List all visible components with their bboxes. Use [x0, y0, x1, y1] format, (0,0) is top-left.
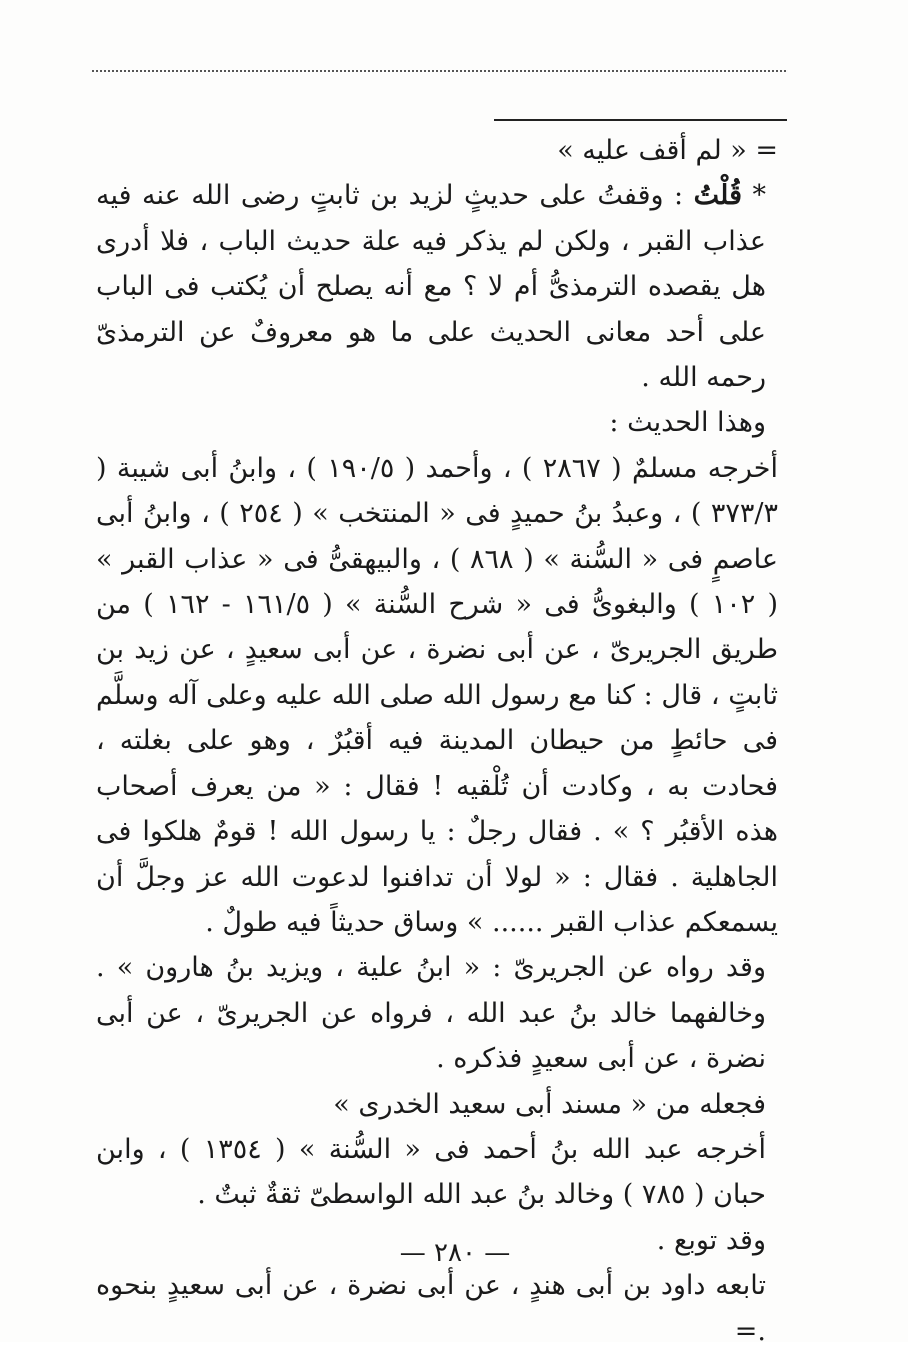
asterisk-marker: *: [741, 180, 766, 212]
qultu-word: قُلْتُ: [693, 180, 742, 212]
fajaalahu-paragraph: فجعله من « مسند أبى سعيد الخدرى »: [333, 1088, 766, 1120]
top-dotted-rule: [92, 70, 786, 72]
footnote-separator-rule: [494, 119, 787, 121]
page-body-text: [96, 128, 792, 1354]
tabaahu-paragraph: تابعه داود بن أبى هندٍ ، عن أبى نضرة ، عن أبى سعيدٍ بنحوه .=: [96, 1270, 766, 1347]
footnote-continuation: = « لم أقف عليه »: [557, 135, 778, 166]
hadith-heading: وهذا الحديث :: [609, 407, 766, 439]
qultu-paragraph: [96, 173, 792, 400]
abdullah-paragraph: أخرجه عبد الله بنُ أحمد فى « السُّنة » ( ١٣٥٤ ) ، وابن حبان ( ٧٨٥ ) وخالد بنُ عبد الله الواسطىّ ثقةٌ ثبتٌ .: [96, 1133, 766, 1211]
page-number: — ٢٨٠ —: [399, 1238, 511, 1268]
qultu-text: : وقفتُ على حديثٍ لزيد بن ثابتٍ رضى الله عنه فيه عذاب القبر ، ولكن لم يذكر فيه علة حديث الباب ، فلا أدرى هل يقصده الترمذىُّ أم لا ؟ مع أنه يصلح أن يُكتب فى الباب على أحد معانى الحديث على ما هو معروفٌ عن الترمذىّ رحمه الله .: [96, 180, 766, 394]
takhrij-paragraph: أخرجه مسلمٌ ( ٢٨٦٧ ) ، وأحمد ( ١٩٠/٥ ) ، وابنُ أبى شيبة ( ٣٧٣/٣ ) ، وعبدُ بنُ حميدٍ فى « المنتخب » ( ٢٥٤ ) ، وابنُ أبى عاصمٍ فى « السُّنة » ( ٨٦٨ ) ، والبيهقىُّ فى « عذاب القبر » ( ١٠٢ ) والبغوىُّ فى « شرح السُّنة » ( ١٦١/٥ - ١٦٢ ) من طريق الجريرىّ ، عن أبى نضرة ، عن أبى سعيدٍ ، عن زيد بن ثابتٍ ، قال : كنا مع رسول الله صلى الله عليه وعلى آله وسلَّم فى حائطٍ من حيطان المدينة فيه أقبُرٌ ، وهو على بغلته ، فحادت به ، وكادت أن تُلْقيه ! فقال : « من يعرف أصحاب هذه الأقبُر ؟ » . فقال رجلٌ : يا رسول الله ! قومٌ هلكوا فى الجاهلية . فقال : « لولا أن تدافنوا لدعوت الله عز وجلَّ أن يسمعكم عذاب القبر ...... » وساق حديثاً فيه طولٌ .: [96, 452, 778, 938]
rawahu-paragraph: وقد رواه عن الجريرىّ : « ابنُ علية ، ويزيد بنُ هارون » . وخالفهما خالد بنُ عبد الله ، فرواه عن الجريرىّ ، عن أبى نضرة ، عن أبى سعيدٍ فذكره .: [96, 952, 766, 1075]
tubia-paragraph: وقد توبع .: [656, 1224, 766, 1256]
